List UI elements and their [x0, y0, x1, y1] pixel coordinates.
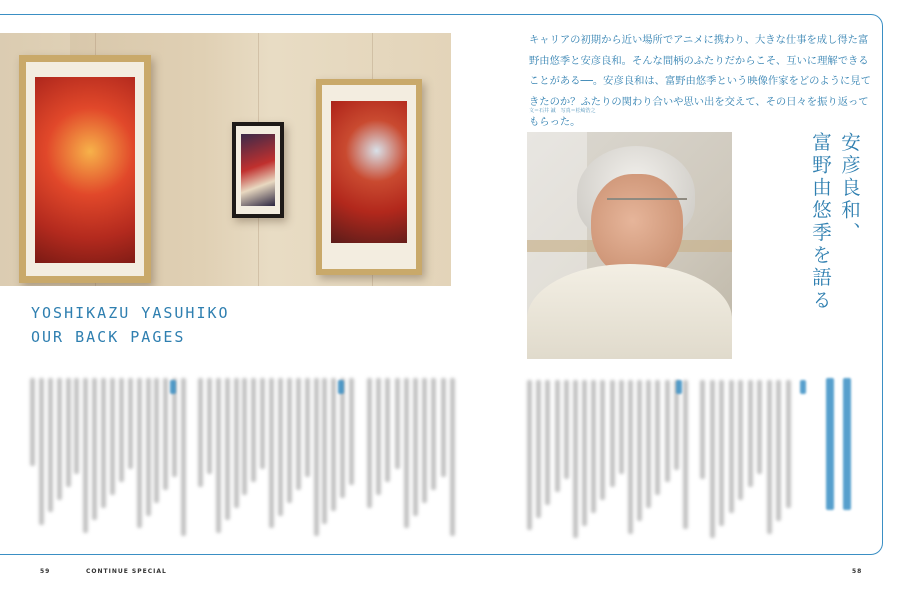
blurred-text-line — [137, 378, 142, 528]
blurred-text-line — [431, 378, 436, 490]
blurred-text-line — [181, 378, 186, 536]
blurred-text-line — [545, 380, 550, 505]
painting-frame-right — [316, 79, 422, 275]
blurred-text-line — [278, 378, 283, 516]
blurred-text-line — [225, 378, 230, 520]
blurred-text-line — [83, 378, 88, 533]
blurred-text-line — [216, 378, 221, 533]
blurred-text-line — [57, 378, 62, 500]
blurred-text-line — [48, 378, 53, 512]
blurred-text-line — [646, 380, 651, 508]
blurred-text-line — [776, 380, 781, 521]
body-text-blurred-right-page-1 — [527, 380, 692, 540]
blurred-text-line — [637, 380, 642, 521]
subheading-blurred-vertical-1 — [826, 378, 834, 510]
blurred-text-line — [536, 380, 541, 518]
blurred-text-line — [163, 378, 168, 490]
blurred-text-line — [101, 378, 106, 508]
blurred-text-line — [287, 378, 292, 503]
lead-paragraph: キャリアの初期から近い場所でアニメに携わり、大きな仕事を成し得た富野由悠季と安彦良和。そんな間柄のふたりだからこそ、互いに理解できることがある──。安彦良和は、富野由悠季という映像作家をどのように見てきたのか？ふたりの関わり合いや思い出を交えて、その日々を振り返ってもらった。 — [529, 34, 871, 128]
blurred-text-line — [710, 380, 715, 538]
blurred-text-line — [665, 380, 670, 482]
blurred-text-line — [757, 380, 762, 474]
blurred-text-line — [748, 380, 753, 487]
blurred-text-line — [422, 378, 427, 503]
blurred-text-line — [404, 378, 409, 528]
portrait-photo — [527, 132, 732, 359]
blurred-text-line — [610, 380, 615, 487]
blurred-text-line — [260, 378, 265, 469]
body-text-blurred-left — [30, 378, 190, 538]
page-number-left: 59 — [40, 568, 51, 575]
blurred-text-line — [322, 378, 327, 524]
painting-red-warriors — [331, 101, 407, 243]
gallery-photo — [0, 33, 451, 286]
blurred-text-line — [719, 380, 724, 526]
blurred-text-line — [591, 380, 596, 513]
blurred-text-line — [441, 378, 446, 477]
blurred-text-line — [92, 378, 97, 520]
painting-red-mecha — [35, 77, 135, 263]
blurred-text-line — [128, 378, 133, 469]
blurred-text-line — [600, 380, 605, 500]
subheading-blurred-vertical-2 — [843, 378, 851, 510]
blurred-text-line — [700, 380, 705, 479]
blurred-text-line — [450, 378, 455, 536]
blurred-text-line — [413, 378, 418, 516]
blurred-text-line — [269, 378, 274, 528]
blurred-text-line — [729, 380, 734, 513]
page-number-right: 58 — [852, 568, 863, 575]
blurred-text-line — [251, 378, 256, 482]
blurred-text-line — [234, 378, 239, 508]
body-text-blurred-right-page-2 — [700, 380, 795, 540]
blurred-text-line — [74, 378, 79, 474]
blurred-text-line — [555, 380, 560, 492]
blurred-text-line — [331, 378, 336, 511]
painting-frame-left — [19, 55, 151, 283]
blurred-text-line — [395, 378, 400, 469]
blurred-text-line — [296, 378, 301, 490]
blurred-text-line — [110, 378, 115, 495]
blurred-text-line — [582, 380, 587, 526]
blurred-text-line — [66, 378, 71, 487]
blurred-text-line — [340, 378, 345, 498]
blurred-text-line — [154, 378, 159, 503]
blurred-text-line — [242, 378, 247, 495]
body-text-blurred-center — [198, 378, 358, 538]
section-label: CONTINUE SPECIAL — [86, 568, 167, 575]
blurred-text-line — [564, 380, 569, 479]
blurred-text-line — [527, 380, 532, 530]
blurred-text-line — [349, 378, 354, 485]
man-sweater — [527, 264, 732, 359]
blurred-text-line — [767, 380, 772, 534]
subheading-marker-2 — [338, 380, 344, 394]
blurred-text-line — [786, 380, 791, 508]
blurred-text-line — [655, 380, 660, 495]
glasses — [607, 198, 687, 220]
blurred-text-line — [305, 378, 310, 477]
blurred-text-line — [628, 380, 633, 534]
blurred-text-line — [146, 378, 151, 516]
painting-frame-small — [232, 122, 284, 218]
blurred-text-line — [619, 380, 624, 474]
title-english-line-1: YOSHIKAZU YASUHIKO — [31, 304, 230, 322]
title-japanese-line-1: 安彦良和、 — [838, 132, 861, 245]
blurred-text-line — [314, 378, 319, 536]
blurred-text-line — [573, 380, 578, 538]
subheading-marker-4 — [800, 380, 806, 394]
subheading-marker-3 — [676, 380, 682, 394]
blurred-text-line — [30, 378, 35, 466]
title-english-line-2: OUR BACK PAGES — [31, 328, 186, 346]
title-english — [31, 301, 230, 349]
blurred-text-line — [367, 378, 372, 508]
blurred-text-line — [738, 380, 743, 500]
blurred-text-line — [376, 378, 381, 495]
blurred-text-line — [207, 378, 212, 474]
painting-small-figure — [241, 134, 275, 206]
blurred-text-line — [683, 380, 688, 529]
title-japanese-line-2: 富野由悠季を語る — [809, 132, 832, 312]
blurred-text-line — [39, 378, 44, 525]
blurred-text-line — [119, 378, 124, 482]
blurred-text-line — [198, 378, 203, 487]
credit-line: 文＝石井 誠 写真＝松崎浩之 — [529, 108, 596, 114]
subheading-marker-1 — [170, 380, 176, 394]
body-text-blurred-right-left — [367, 378, 459, 538]
man-face — [591, 174, 683, 278]
blurred-text-line — [385, 378, 390, 482]
